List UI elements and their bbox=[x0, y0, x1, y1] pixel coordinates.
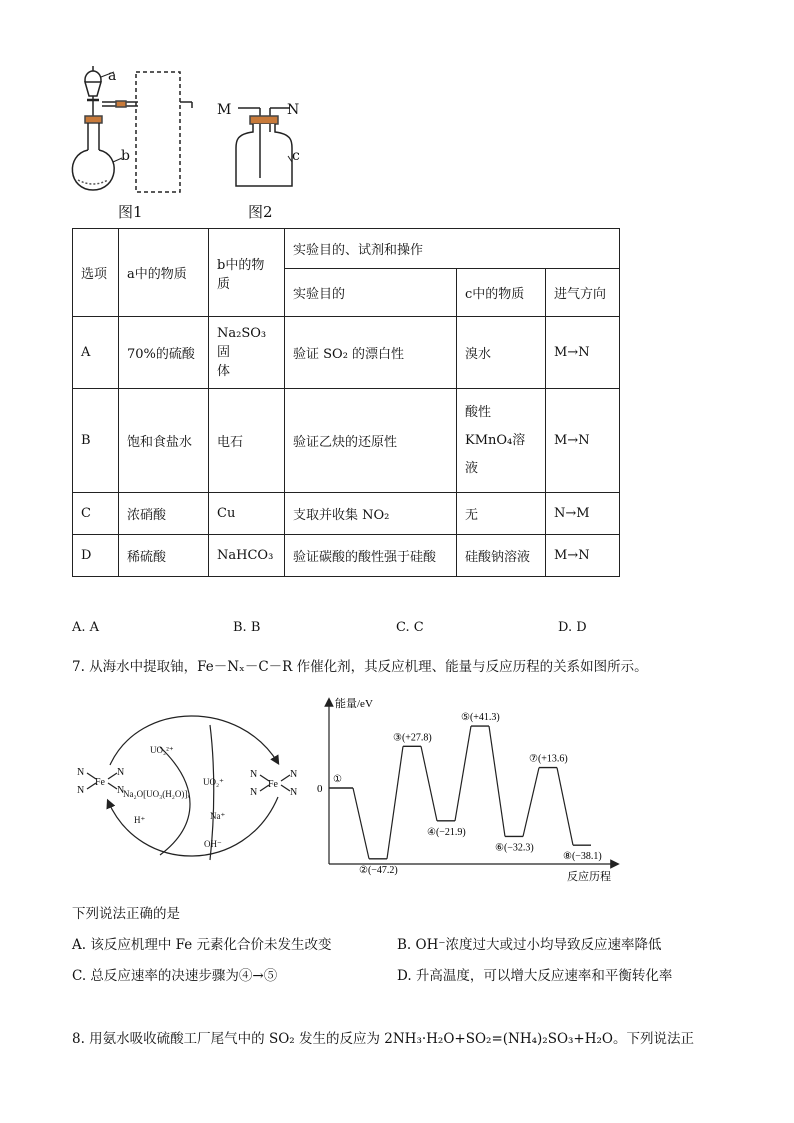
energy-connector bbox=[353, 788, 369, 859]
q7-stem: 7. 从海水中提取铀，Fe－Nₓ－C－R 作催化剂，其反应机理、能量与反应历程的关系如图所示。 bbox=[72, 659, 648, 675]
table-row: A 70%的硫酸 Na₂SO₃固 体 验证 SO₂ 的漂白性 溴水 M→N bbox=[73, 317, 620, 389]
mech-na-plus: Na⁺ bbox=[210, 811, 226, 821]
apparatus-figures bbox=[60, 60, 320, 222]
energy-connector bbox=[421, 746, 437, 821]
mech-h-plus: H⁺ bbox=[134, 815, 146, 825]
part-label-c: c bbox=[292, 148, 300, 164]
mech-complex: Na₂O[UO₃(H₂O)]ₓ bbox=[123, 789, 191, 799]
header-purpose: 实验目的 bbox=[285, 269, 457, 317]
figure1-caption: 图1 bbox=[118, 203, 143, 221]
energy-state-label-5: ⑤(+41.3) bbox=[461, 712, 500, 724]
mech-left-n1: N bbox=[77, 767, 85, 778]
mech-right-n1: N bbox=[250, 769, 258, 780]
energy-connector bbox=[387, 746, 403, 859]
mech-right-fe: Fe bbox=[268, 779, 278, 790]
mech-right-n4: N bbox=[290, 787, 298, 798]
mech-uo2-plus: UO₂⁺ bbox=[203, 777, 224, 787]
header-c-substance: c中的物质 bbox=[457, 269, 546, 317]
q7-option-a: A. 该反应机理中 Fe 元素化合价未发生改变 bbox=[72, 937, 332, 953]
q6-option-b: B. B bbox=[233, 620, 261, 635]
q6-option-c: C. C bbox=[396, 620, 424, 635]
mech-right-n3: N bbox=[290, 769, 298, 780]
figure1-apparatus bbox=[72, 66, 192, 192]
x-axis-label: 反应历程 bbox=[567, 871, 611, 883]
header-group: 实验目的、试剂和操作 bbox=[285, 229, 620, 269]
energy-state-label-3: ③(+27.8) bbox=[393, 732, 432, 744]
part-label-a: a bbox=[108, 68, 117, 84]
q6-option-a: A. A bbox=[72, 620, 100, 635]
q7-option-d: D. 升高温度，可以增大反应速率和平衡转化率 bbox=[397, 968, 673, 984]
mechanism-diagram bbox=[70, 695, 320, 895]
mech-left-n4: N bbox=[117, 785, 125, 796]
part-label-n: N bbox=[287, 102, 300, 118]
zero-tick-label: 0 bbox=[317, 783, 323, 795]
part-label-m: M bbox=[217, 102, 232, 118]
experiment-table bbox=[72, 228, 620, 577]
q7-option-b: B. OH⁻浓度过大或过小均导致反应速率降低 bbox=[397, 937, 662, 953]
mech-left-n2: N bbox=[77, 785, 85, 796]
energy-state-label-2: ②(−47.2) bbox=[359, 864, 398, 876]
header-option: 选项 bbox=[73, 229, 119, 317]
table-row: B 饱和食盐水 电石 验证乙炔的还原性 酸性 KMnO₄溶 液 M→N bbox=[73, 389, 620, 493]
energy-connector bbox=[523, 768, 539, 837]
energy-state-label-8: ⑧(−38.1) bbox=[563, 851, 602, 863]
part-label-b: b bbox=[121, 148, 130, 164]
mech-left-n3: N bbox=[117, 767, 125, 778]
header-gas-direction: 进气方向 bbox=[546, 269, 620, 317]
energy-state-label-1: ① bbox=[333, 774, 342, 785]
mech-oh-minus: OH⁻ bbox=[204, 839, 222, 849]
mech-left-fe: Fe bbox=[95, 777, 105, 788]
energy-state-label-4: ④(−21.9) bbox=[427, 826, 466, 838]
table-row: D 稀硫酸 NaHCO₃ 验证碳酸的酸性强于硅酸 硅酸钠溶液 M→N bbox=[73, 535, 620, 577]
figure2-gas-bottle bbox=[236, 108, 292, 186]
energy-profile-chart bbox=[315, 690, 625, 890]
header-b-substance: b中的物 质 bbox=[209, 229, 285, 317]
q7-prompt: 下列说法正确的是 bbox=[72, 906, 180, 922]
y-axis-label: 能量/eV bbox=[335, 698, 373, 710]
q8-stem: 8. 用氨水吸收硫酸工厂尾气中的 SO₂ 发生的反应为 2NH₃·H₂O+SO₂=(NH₄)₂SO₃+H₂O。下列说法正 bbox=[72, 1031, 694, 1047]
energy-state-label-7: ⑦(+13.6) bbox=[529, 753, 568, 765]
energy-connector bbox=[455, 726, 471, 821]
q7-option-c: C. 总反应速率的决速步骤为④→⑤ bbox=[72, 968, 278, 984]
mech-uo2-2plus: UO₂²⁺ bbox=[150, 745, 174, 755]
energy-connector bbox=[489, 726, 505, 836]
q6-option-d: D. D bbox=[558, 620, 587, 635]
energy-state-label-6: ⑥(−32.3) bbox=[495, 842, 534, 854]
table-row: C 浓硝酸 Cu 支取并收集 NO₂ 无 N→M bbox=[73, 493, 620, 535]
figure2-caption: 图2 bbox=[248, 203, 273, 221]
mech-right-n2: N bbox=[250, 787, 258, 798]
header-a-substance: a中的物质 bbox=[119, 229, 209, 317]
energy-connector bbox=[557, 768, 573, 846]
